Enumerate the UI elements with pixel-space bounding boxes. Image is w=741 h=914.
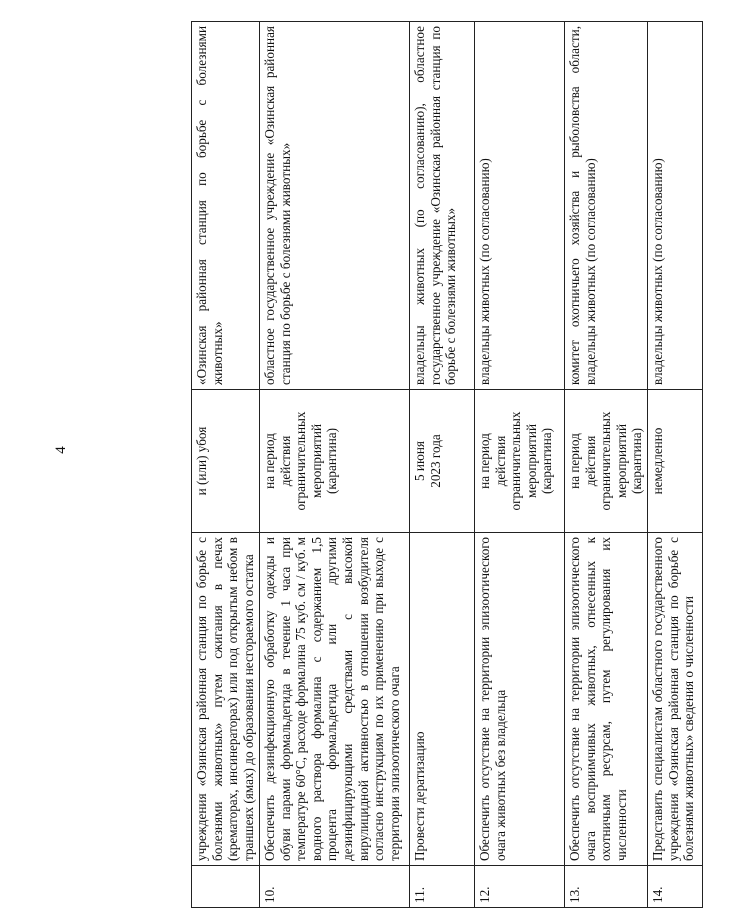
cell-text-line: и (или) убоя: [194, 426, 209, 496]
cell-text-line: владельцы животных (по согласованию), областное государственное учреждение «Озинская районная станция по борьбе с болезнями животных»: [412, 26, 459, 385]
row-number: 13.: [565, 866, 648, 908]
cell-text-line: комитет охотничьего хозяйства и рыболовства области, владельцы животных (по согласованию): [567, 26, 598, 385]
responsible-cell: [647, 22, 702, 390]
row-number: 14.: [647, 866, 702, 908]
measure-cell: [475, 533, 565, 866]
page-number: 4: [52, 446, 69, 454]
term-cell: [260, 390, 410, 533]
cell-text-line: ограничительных: [598, 411, 614, 511]
term-cell: [192, 390, 260, 533]
cell-text-line: (карантина): [539, 427, 555, 495]
measure-cell: [647, 533, 702, 866]
cell-text-line: мероприятий: [613, 423, 629, 499]
cell-text-line: мероприятий: [308, 423, 324, 499]
term-cell: [410, 390, 475, 533]
cell-text-line: областное государственное учреждение «Озинская районная станция по борьбе с болезнями животных»: [262, 26, 293, 385]
cell-text-line: 5 июня: [412, 441, 427, 481]
row-number: [192, 866, 260, 908]
cell-text-line: на период: [567, 433, 582, 489]
measures-table: [191, 21, 703, 908]
cell-text-line: действия: [277, 435, 293, 487]
responsible-cell: [410, 22, 475, 390]
responsible-cell: [260, 22, 410, 390]
cell-text-line: «Озинская районная станция по борьбе с болезнями животных»: [194, 26, 225, 385]
row-number: 11.: [410, 866, 475, 908]
measure-cell: [565, 533, 648, 866]
term-cell: [647, 390, 702, 533]
measure-cell: [410, 533, 475, 866]
row-number: 12.: [475, 866, 565, 908]
responsible-cell: [475, 22, 565, 390]
cell-text-line: Обеспечить дезинфекционную обработку одежды и обуви парами формальдегида в течение 1 часа при температуре 60°С, расходе формалина 75 куб. см / куб. м водного раствора формалина с содержанием 1,5 процента формальдегида или другими дезинфицирующими средствами с высокой вирулицидной активностью в отношении возбудителя согласно инструкциям по их применению при выходе с территории эпизоотического очага: [262, 537, 402, 861]
cell-text-line: действия: [582, 435, 598, 487]
cell-text-line: Представить специалистам областного государственного учреждения «Озинская районная станция по борьбе с болезнями животных» сведения о численности: [649, 537, 697, 861]
table-row: [475, 22, 565, 908]
responsible-cell: [192, 22, 260, 390]
cell-text-line: 2023 года: [427, 434, 443, 488]
measure-cell: [260, 533, 410, 866]
cell-text-line: действия: [492, 435, 508, 487]
cell-text-line: на период: [477, 433, 492, 489]
cell-text-line: владельцы животных (по согласованию): [649, 158, 665, 385]
cell-text-line: мероприятий: [523, 423, 539, 499]
table-row: [192, 22, 260, 908]
term-cell: [475, 390, 565, 533]
cell-text-line: Провести дератизацию: [412, 731, 427, 861]
measure-cell: [192, 533, 260, 866]
table-row: [647, 22, 702, 908]
cell-text-line: немедленно: [649, 427, 665, 495]
table-row: [410, 22, 475, 908]
cell-text-line: (карантина): [629, 427, 645, 495]
cell-text-line: (карантина): [324, 427, 340, 495]
cell-text-line: Обеспечить отсутствие на территории эпизоотического очага животных без владельца: [477, 537, 508, 861]
cell-text-line: ограничительных: [293, 411, 309, 511]
term-cell: [565, 390, 648, 533]
table-row: [565, 22, 648, 908]
cell-text-line: на период: [262, 433, 277, 489]
responsible-cell: [565, 22, 648, 390]
rotated-page-content: [101, 15, 741, 914]
cell-text-line: ограничительных: [508, 411, 524, 511]
table-row: [260, 22, 410, 908]
cell-text-line: владельцы животных (по согласованию): [477, 158, 492, 385]
cell-text-line: учреждения «Озинская районная станция по борьбе с болезнями животных» путем сжигания в печах (крематорах, инсинераторах) или под открытым небом в траншеях (ямах) до образования несгораемого остатка: [194, 537, 256, 861]
row-number: 10.: [260, 866, 410, 908]
cell-text-line: Обеспечить отсутствие на территории эпизоотического очага восприимчивых животных, отнесенных к охотничьим ресурсам, путем регулирования их численности: [567, 537, 629, 861]
